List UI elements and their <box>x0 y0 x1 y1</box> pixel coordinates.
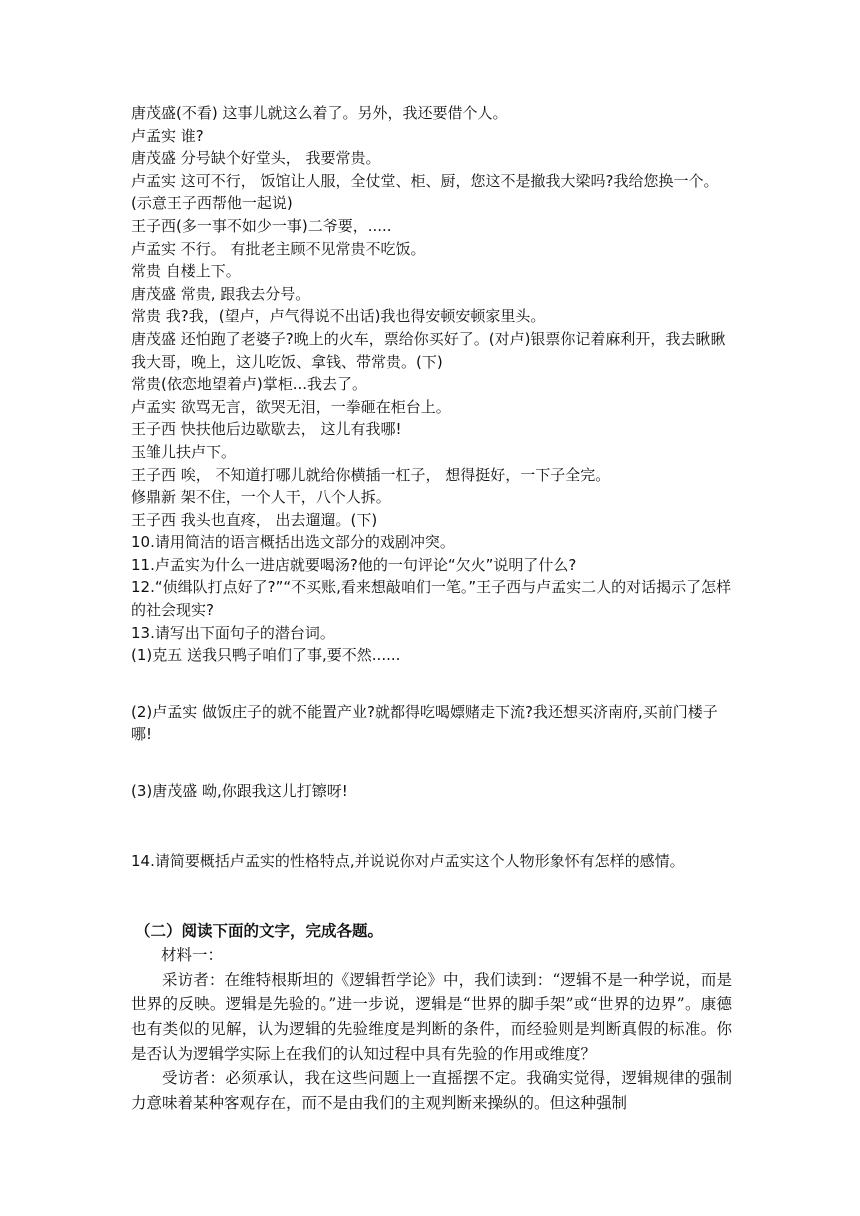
question-13: 13.请写出下面句子的潜台词。 <box>131 623 335 642</box>
dialogue-line: 唐茂盛 分号缺个好堂头， 我要常贵。 <box>131 149 381 168</box>
dialogue-line: 修鼎新 架不住，一个人干，八个人拆。 <box>131 488 391 507</box>
dialogue-line: 卢孟实 不行。 有批老主顾不见常贵不吃饭。 <box>131 239 426 258</box>
answer-space <box>131 746 732 780</box>
material-label: 材料一： <box>161 946 224 965</box>
question-13-item-2: (2)卢孟实 做饭庄子的就不能置产业?就都得吃喝嫖赌走下流?我还想买济南府,买前门楼子哪! <box>131 702 718 744</box>
script-excerpt <box>131 102 732 531</box>
question-13-item-1: (1)克五 送我只鸭子咱们了事,要不然...... <box>131 646 401 665</box>
stage-direction: 常贵 自楼上下。 <box>131 262 241 281</box>
dialogue-line: 唐茂盛 常贵, 跟我去分号。 <box>131 284 311 303</box>
dialogue-line: 卢孟实 谁? <box>131 126 204 145</box>
answer-space <box>131 667 732 701</box>
question-12: 12.“侦缉队打点好了?”“不买账,看来想敲咱们一笔。”王子西与卢孟实二人的对话揭示了怎样的社会现实? <box>131 578 732 620</box>
section-two <box>131 919 732 1115</box>
section-title: （二）阅读下面的文字，完成各题。 <box>135 922 384 941</box>
dialogue-line: 卢孟实 欲骂无言，欲哭无泪，一拳砸在柜台上。 <box>131 397 451 416</box>
question-10: 10.请用简洁的语言概括出选文部分的戏剧冲突。 <box>131 533 455 552</box>
dialogue-line: 常贵(依恋地望着卢)掌柜...我去了。 <box>131 375 368 394</box>
dialogue-line: 唐茂盛(不看) 这事儿就这么着了。另外，我还要借个人。 <box>131 104 508 122</box>
question-13-item-3: (3)唐茂盛 呦,你跟我这儿打镲呀! <box>131 782 348 801</box>
dialogue-line: 王子西 唉， 不知道打哪儿就给你横插一杠子， 想得挺好，一下子全完。 <box>131 465 611 484</box>
dialogue-line: 王子西 快扶他后边歇歇去， 这儿有我哪! <box>131 420 402 439</box>
dialogue-line: 常贵 我?我，(望卢，卢气得说不出话)我也得安顿安顿家里头。 <box>131 307 546 326</box>
question-14: 14.请简要概括卢孟实的性格特点,并说说你对卢孟实这个人物形象怀有怎样的感情。 <box>131 851 685 870</box>
stage-direction: 玉雏儿扶卢下。 <box>131 442 237 461</box>
dialogue-line: 唐茂盛 还怕跑了老婆子?晚上的火车，票给你买好了。(对卢)银票你记着麻利开，我去瞅瞅我大哥，晚上，这儿吃饭、拿钱、带常贵。(下) <box>131 329 726 371</box>
section-gap <box>131 872 732 919</box>
dialogue-line: 王子西 我头也直疼， 出去遛遛。(下) <box>131 510 378 529</box>
answer-space <box>131 803 732 850</box>
dialogue-line: 王子西(多一事不如少一事)二爷要，..... <box>131 216 392 235</box>
question-list <box>131 531 732 872</box>
interview-paragraph: 受访者：必须承认，我在这些问题上一直摇摆不定。我确实觉得，逻辑规律的强制力意味着某种客观存在，而不是由我们的主观判断来操纵的。但这种强制 <box>131 1069 732 1112</box>
question-11: 11.卢孟实为什么一进店就要喝汤?他的一句评论“欠火”说明了什么? <box>131 555 577 574</box>
dialogue-line: 卢孟实 这可不行， 饭馆让人服，全仗堂、柜、厨，您这不是撤我大梁吗?我给您换一个。(示意王子西帮他一起说) <box>131 171 719 213</box>
interview-paragraph: 采访者：在维特根斯坦的《逻辑哲学论》中，我们读到：“逻辑不是一种学说，而是世界的反映。逻辑是先验的。”进一步说，逻辑是“世界的脚手架”或“世界的边界”。康德也有类似的见解，认为逻辑的先验维度是判断的条件，而经验则是判断真假的标准。你是否认为逻辑学实际上在我们的认知过程中具有先验的作用或维度？ <box>131 970 732 1063</box>
